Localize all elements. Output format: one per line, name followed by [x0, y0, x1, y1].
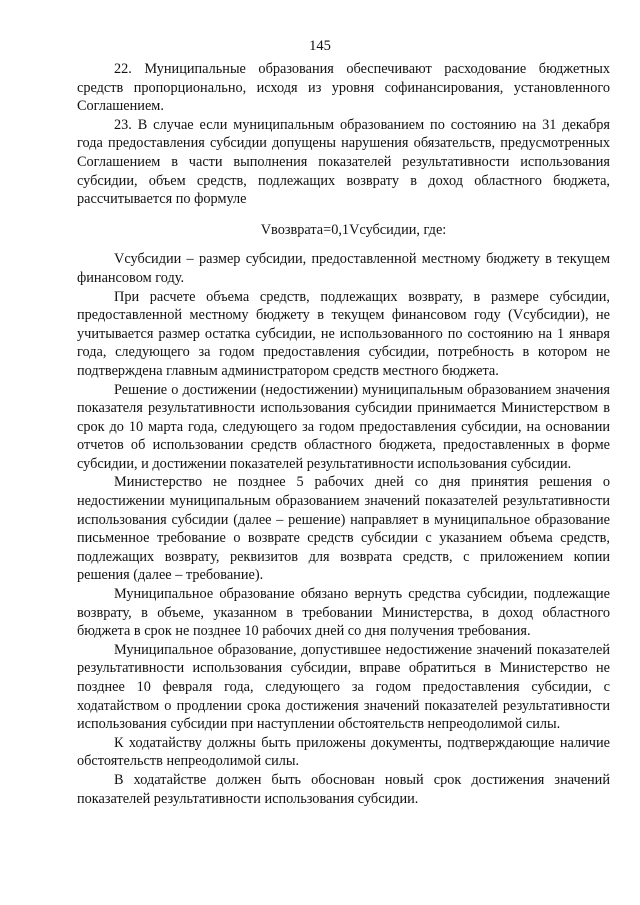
paragraph-justification: В ходатайстве должен быть обоснован новый срок достижения значений показателей результативности использования субсидии. [77, 771, 610, 807]
paragraph-attachments: К ходатайству должны быть приложены документы, подтверждающие наличие обстоятельств непреодолимой силы. [77, 734, 610, 770]
paragraph-petition: Муниципальное образование, допустившее недостижение значений показателей результативности использования субсидии, вправе обратиться в Министерство не позднее 10 февраля года, следующего за годом предоставления субсидии, с ходатайством о продлении срока достижения значений показателей результативности использования субсидии при наступлении обстоятельств непреодолимой силы. [77, 641, 610, 733]
paragraph-calculation: При расчете объема средств, подлежащих возврату, в размере субсидии, предоставленной местному бюджету в текущем финансовом году (Vсубсидии), не учитывается размер остатка субсидии, не использованного по состоянию на 1 января года, следующего за годом предоставления субсидии, потребность в котором не подтверждена главным администратором средств местного бюджета. [77, 288, 610, 379]
paragraph-return-obligation: Муниципальное образование обязано вернуть средства субсидии, подлежащие возврату, в объеме, указанном в требовании Министерства, в доход областного бюджета в срок не позднее 10 рабочих дней со дня получения требования. [77, 586, 610, 640]
paragraph-22: 22. Муниципальные образования обеспечивают расходование бюджетных средств пропорционально, исходя из уровня софинансирования, установленного Соглашением. [77, 61, 610, 115]
formula: Vвозврата=0,1Vсубсидии, где: [260, 221, 447, 238]
paragraph-decision: Решение о достижении (недостижении) муниципальным образованием значения показателя результативности использования субсидии принимается Министерством в срок до 10 марта года, следующего за годом предоставления субсидии, на основании отчетов об использовании средств областного бюджета, предоставленных в форме субсидии, и достижении показателей результативности использования субсидии. [77, 381, 610, 472]
paragraph-23: 23. В случае если муниципальным образованием по состоянию на 31 декабря года предоставления субсидии допущены нарушения обязательств, предусмотренных Соглашением в части выполнения показателей результативности использования субсидии, объем средств, подлежащих возврату в доход областного бюджета, рассчитывается по формуле [77, 116, 610, 208]
paragraph-vsubsidy-definition: Vсубсидии – размер субсидии, предоставленной местному бюджету в текущем финансовом году. [77, 251, 610, 286]
document-body [77, 60, 610, 808]
page-number: 145 [309, 38, 331, 54]
paragraph-ministry-requirement: Министерство не позднее 5 рабочих дней со дня принятия решения о недостижении муниципальным образованием значений показателей результативности использования субсидии (далее – решение) направляет в муниципальное образование письменное требование о возврате средств субсидии с указанием объема средств, подлежащих возврату, реквизитов для возврата средств, с приложением копии решения (далее – требование). [77, 474, 610, 584]
